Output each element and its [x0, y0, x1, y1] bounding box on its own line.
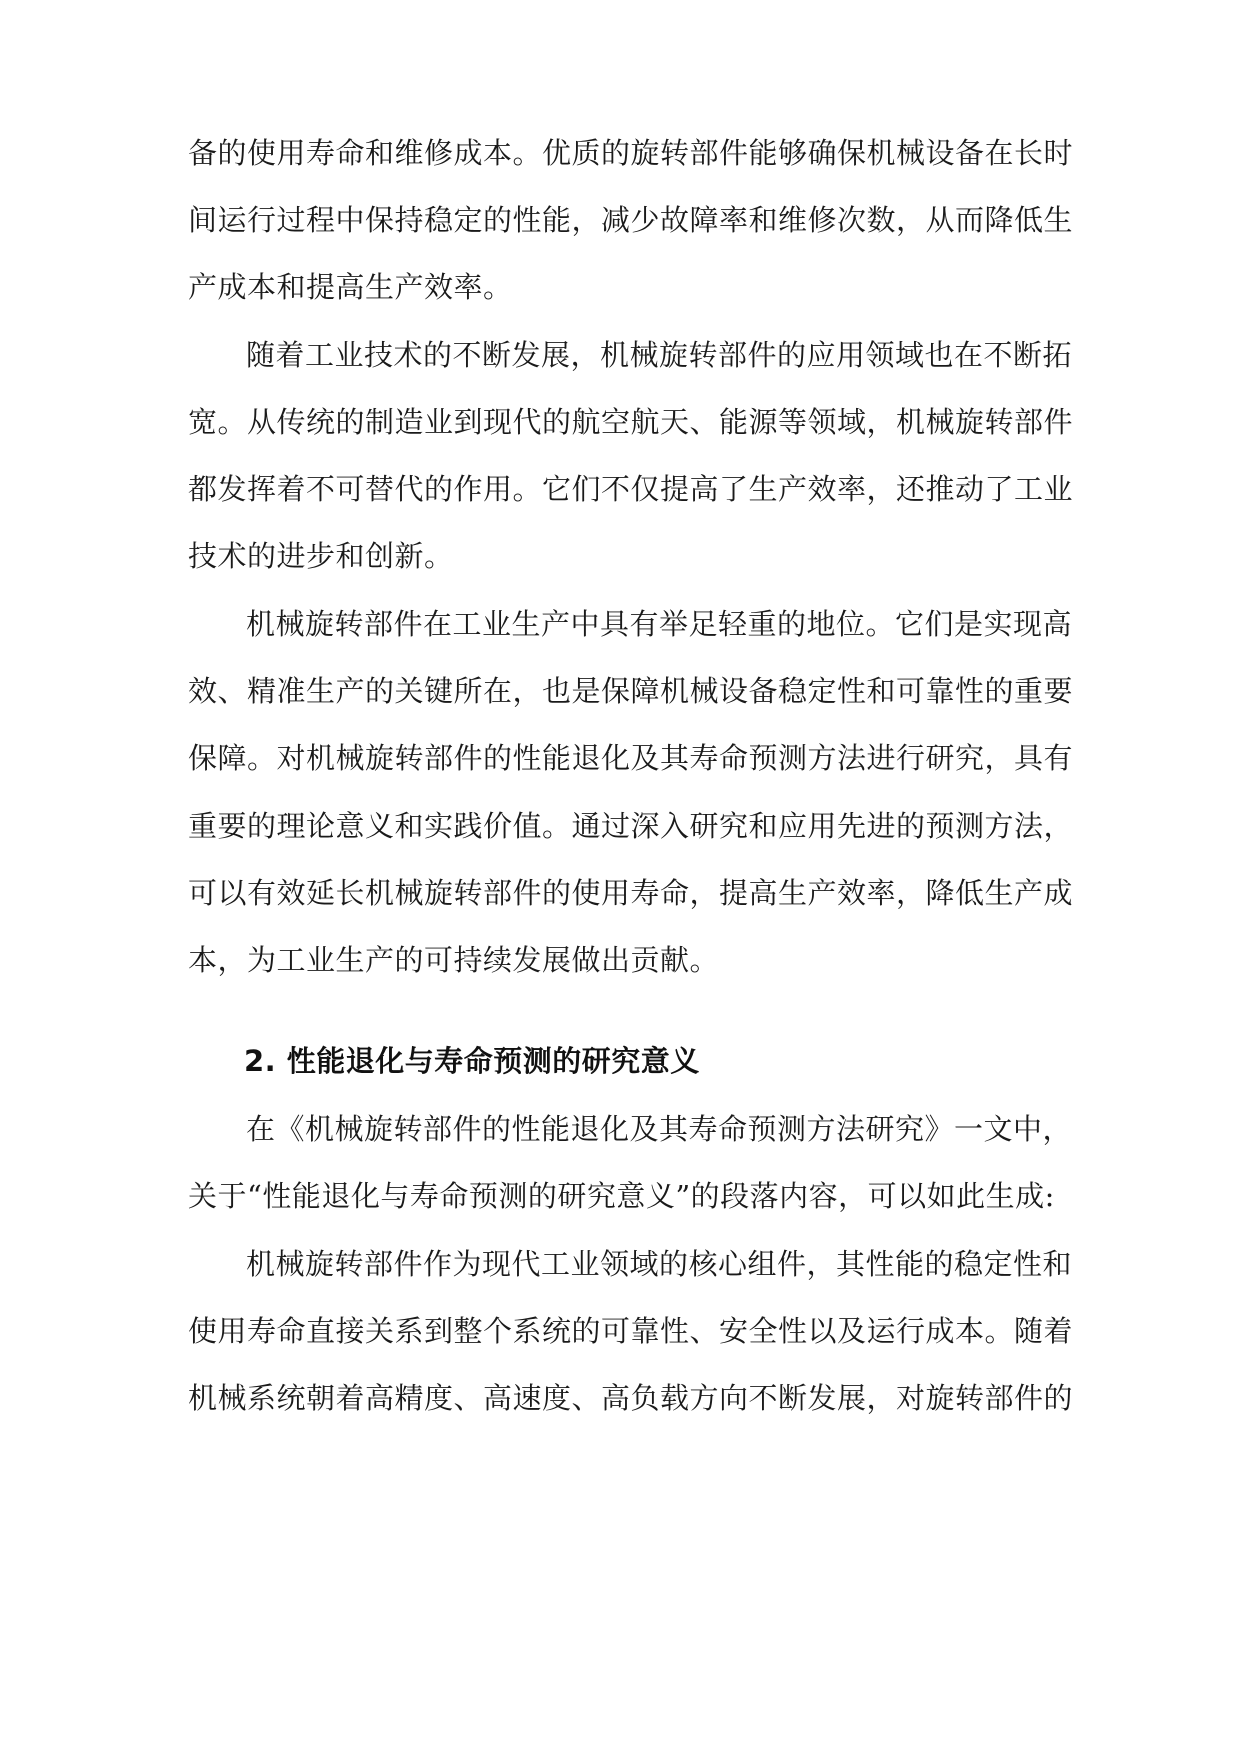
paragraph-line: 宽。从传统的制造业到现代的航空航天、能源等领域，机械旋转部件 [188, 405, 1074, 439]
paragraph-line: 在《机械旋转部件的性能退化及其寿命预测方法研究》一文中， [246, 1112, 1073, 1146]
paragraph-line: 本，为工业生产的可持续发展做出贡献。 [188, 943, 720, 977]
paragraph-line: 机械旋转部件在工业生产中具有举足轻重的地位。它们是实现高 [246, 607, 1073, 641]
paragraph-line: 间运行过程中保持稳定的性能，减少故障率和维修次数，从而降低生 [188, 203, 1074, 237]
paragraph-line: 机械系统朝着高精度、高速度、高负载方向不断发展，对旋转部件的 [188, 1381, 1074, 1415]
paragraph-line: 效、精准生产的关键所在，也是保障机械设备稳定性和可靠性的重要 [188, 674, 1074, 708]
paragraph-line: 随着工业技术的不断发展，机械旋转部件的应用领域也在不断拓 [246, 338, 1073, 372]
paragraph-line: 重要的理论意义和实践价值。通过深入研究和应用先进的预测方法， [188, 809, 1074, 843]
paragraph-line: 使用寿命直接关系到整个系统的可靠性、安全性以及运行成本。随着 [188, 1314, 1074, 1348]
paragraph-line: 产成本和提高生产效率。 [188, 270, 513, 304]
paragraph-line: 都发挥着不可替代的作用。它们不仅提高了生产效率，还推动了工业 [188, 472, 1074, 506]
paragraph-line: 保障。对机械旋转部件的性能退化及其寿命预测方法进行研究，具有 [188, 741, 1074, 775]
paragraph-line: 备的使用寿命和维修成本。优质的旋转部件能够确保机械设备在长时 [188, 136, 1074, 170]
paragraph-line: 可以有效延长机械旋转部件的使用寿命，提高生产效率，降低生产成 [188, 876, 1074, 910]
paragraph-line: 机械旋转部件作为现代工业领域的核心组件，其性能的稳定性和 [246, 1247, 1073, 1281]
paragraph-line: 关于“性能退化与寿命预测的研究意义”的段落内容，可以如此生成: [188, 1179, 1055, 1213]
section-heading: 2. 性能退化与寿命预测的研究意义 [244, 1044, 700, 1078]
paragraph-line: 技术的进步和创新。 [188, 539, 454, 573]
